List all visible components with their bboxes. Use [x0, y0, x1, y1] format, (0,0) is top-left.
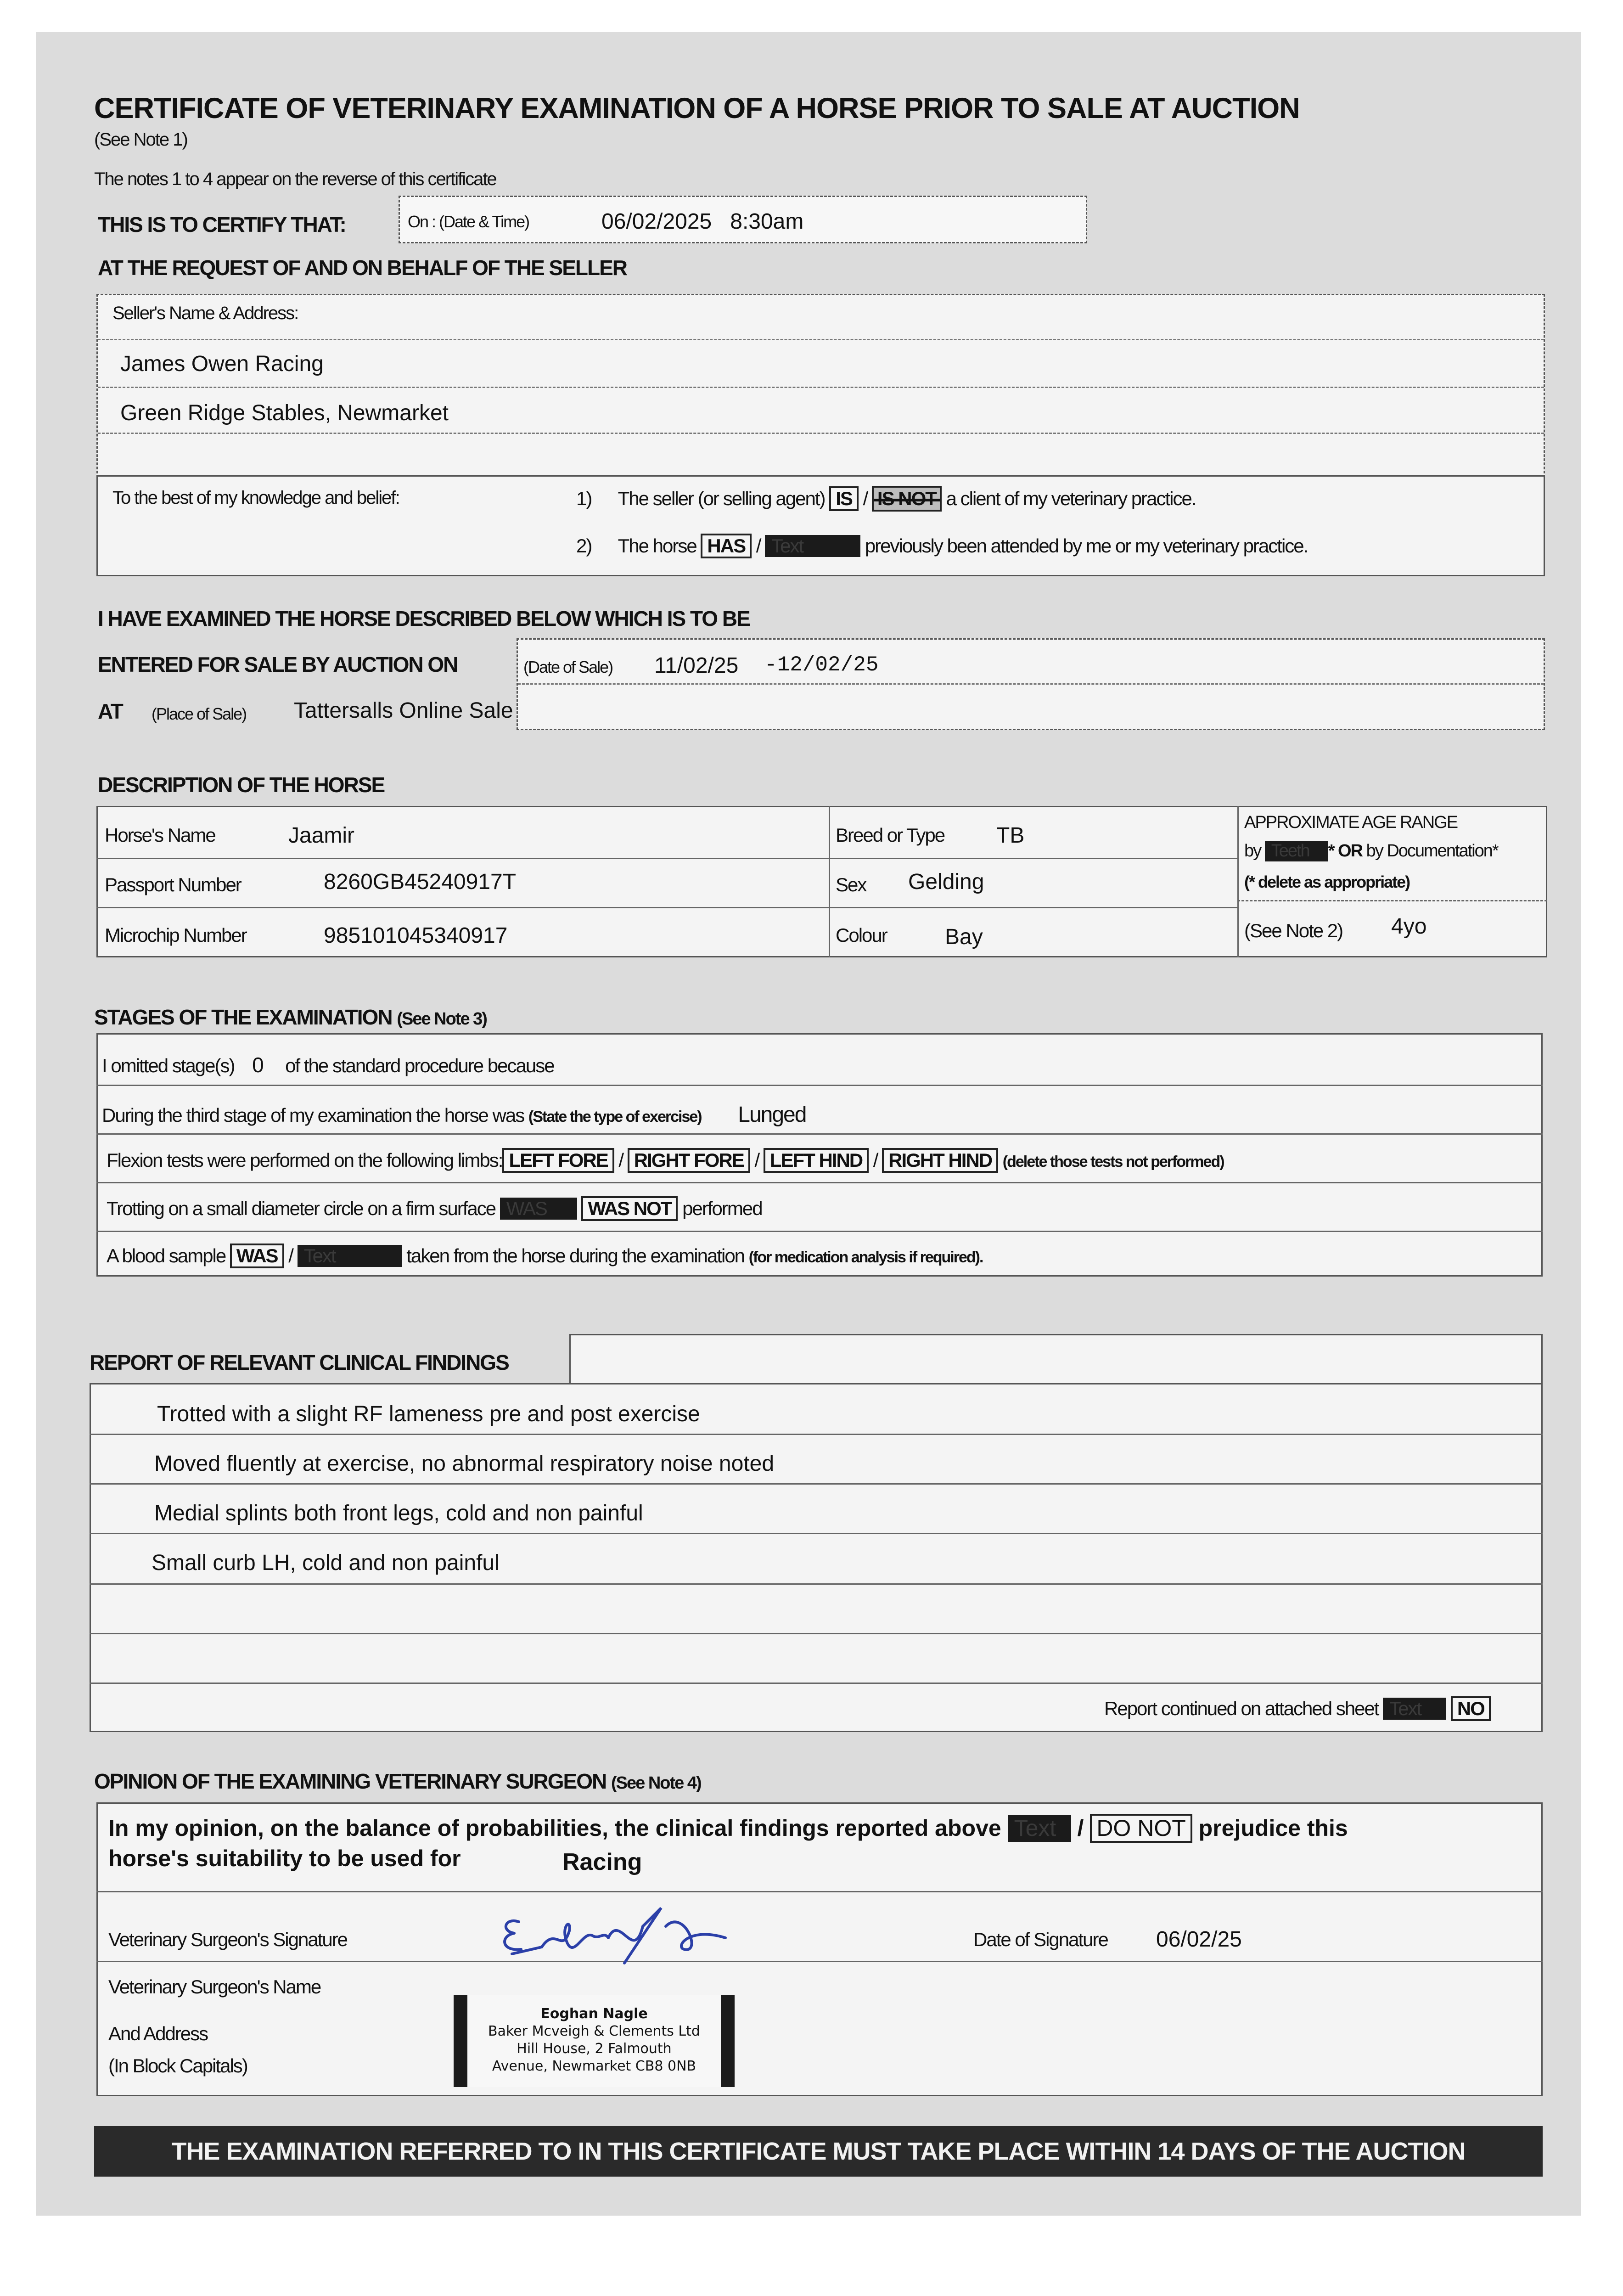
vet-name-label: Veterinary Surgeon's Name: [108, 1976, 321, 1998]
certificate-title: CERTIFICATE OF VETERINARY EXAMINATION OF A HORSE PRIOR TO SALE AT AUCTION: [94, 92, 1300, 124]
blood-was-not-redacted: Text: [298, 1245, 402, 1267]
opinion-heading: OPINION OF THE EXAMINING VETERINARY SURGEON (See Note 4): [94, 1769, 701, 1793]
seller-line-1: James Owen Racing: [120, 352, 324, 376]
sale-date-value: 11/02/25: [654, 653, 739, 678]
stamp-line-2: Hill House, 2 Falmouth: [517, 2041, 672, 2057]
report-header-box: [569, 1334, 1543, 1384]
description-heading: DESCRIPTION OF THE HORSE: [98, 773, 385, 797]
horse-has-option: HAS: [701, 534, 752, 558]
stamp-line-3: Avenue, Newmarket CB8 0NB: [492, 2058, 696, 2074]
opinion-text-line-2: horse's suitability to be used for: [108, 1846, 461, 1871]
request-heading: AT THE REQUEST OF AND ON BEHALF OF THE SELLER: [98, 256, 627, 280]
stages-omit: I omitted stage(s) 0 of the standard procedure because: [102, 1053, 554, 1077]
seller-label: Seller's Name & Address:: [112, 303, 298, 323]
knowledge-item-2: 2) The horse HAS / Text previously been attended by me or my veterinary practice.: [576, 534, 1308, 558]
vet-address-label-1: And Address: [108, 2023, 208, 2044]
opinion-use-value: Racing: [562, 1849, 642, 1875]
opinion-do-redacted: Text: [1008, 1815, 1071, 1842]
horse-name-value: Jaamir: [288, 823, 355, 848]
sex-value: Gelding: [908, 870, 984, 894]
vet-address-label-2: (In Block Capitals): [108, 2055, 247, 2077]
sale-date-value-extra: -12/02/25: [764, 653, 879, 677]
age-heading: APPROXIMATE AGE RANGE: [1244, 813, 1458, 832]
stages-heading: STAGES OF THE EXAMINATION (See Note 3): [94, 1005, 487, 1029]
see-note-1: (See Note 1): [94, 129, 187, 150]
colour-label: Colour: [836, 924, 887, 946]
seller-box: [96, 294, 1545, 478]
age-delete-note: (* delete as appropriate): [1244, 872, 1410, 891]
report-line-1: Trotted with a slight RF lameness pre and post exercise: [157, 1402, 700, 1426]
stages-blood: A blood sample WAS / Text taken from the horse during the examination (for medication analysis if required).: [107, 1244, 983, 1268]
report-line-4: Small curb LH, cold and non painful: [152, 1551, 500, 1575]
stages-flexion: Flexion tests were performed on the following limbs: LEFT FORE / RIGHT FORE / LEFT HIND / RIGHT HIND (delete those tests not performed): [107, 1148, 1224, 1173]
sale-place-label: (Place of Sale): [152, 704, 247, 723]
signature-date-value: 06/02/25: [1156, 1927, 1242, 1952]
passport-value: 8260GB45240917T: [324, 870, 517, 894]
age-value: 4yo: [1391, 914, 1427, 939]
knowledge-label: To the best of my knowledge and belief:: [112, 488, 399, 508]
seller-line-2: Green Ridge Stables, Newmarket: [120, 401, 449, 425]
certify-on-label: On : (Date & Time): [408, 212, 529, 231]
examined-line-2: ENTERED FOR SALE BY AUCTION ON: [98, 653, 458, 676]
microchip-label: Microchip Number: [105, 924, 247, 946]
sale-place-value: Tattersalls Online Sale: [294, 698, 513, 723]
limb-left-fore: LEFT FORE: [502, 1148, 614, 1173]
signature-date-label: Date of Signature: [973, 1929, 1108, 1950]
seller-is-option: IS: [829, 486, 859, 511]
horse-name-label: Horse's Name: [105, 824, 215, 846]
stages-trotting: Trotting on a small diameter circle on a firm surface WAS WAS NOT performed: [107, 1196, 762, 1221]
trotting-was-redacted: WAS: [500, 1198, 577, 1220]
stages-omit-value: 0: [252, 1053, 263, 1077]
breed-value: TB: [996, 823, 1025, 848]
certify-label: THIS IS TO CERTIFY THAT:: [98, 213, 346, 236]
vet-stamp: [454, 1995, 735, 2087]
colour-value: Bay: [945, 925, 983, 949]
age-see-note: (See Note 2): [1244, 920, 1343, 941]
notes-line: The notes 1 to 4 appear on the reverse of this certificate: [94, 169, 496, 189]
report-line-2: Moved fluently at exercise, no abnormal respiratory noise noted: [154, 1452, 775, 1476]
passport-label: Passport Number: [105, 874, 241, 895]
opinion-do-not-option: DO NOT: [1090, 1814, 1192, 1843]
report-heading: REPORT OF RELEVANT CLINICAL FINDINGS: [90, 1351, 509, 1374]
breed-label: Breed or Type: [836, 824, 945, 846]
seller-is-not-option: IS NOT: [872, 486, 942, 512]
limb-right-fore: RIGHT FORE: [628, 1148, 750, 1173]
horse-has-not-redacted: Text: [765, 535, 860, 557]
limb-left-hind: LEFT HIND: [764, 1148, 869, 1173]
age-teeth-redacted: Teeth: [1265, 841, 1328, 861]
report-continued-no: NO: [1451, 1696, 1491, 1721]
age-method: by Teeth * OR by Documentation*: [1244, 841, 1498, 861]
report-line-3: Medial splints both front legs, cold and non painful: [154, 1501, 643, 1525]
stamp-line-1: Baker Mcveigh & Clements Ltd: [488, 2023, 700, 2039]
stages-third-value: Lunged: [738, 1103, 806, 1127]
opinion-text-line-1: In my opinion, on the balance of probabilities, the clinical findings reported above Text / DO NOT prejudice this: [108, 1814, 1348, 1843]
microchip-value: 985101045340917: [324, 923, 508, 948]
report-continued-yes-redacted: Text: [1383, 1698, 1446, 1720]
examined-line-1: I HAVE EXAMINED THE HORSE DESCRIBED BELOW WHICH IS TO BE: [98, 607, 750, 630]
trotting-was-not-option: WAS NOT: [581, 1196, 678, 1221]
signature-label: Veterinary Surgeon's Signature: [108, 1929, 348, 1950]
blood-was-option: WAS: [230, 1244, 284, 1268]
vet-signature-image: [487, 1899, 781, 1968]
sale-date-label: (Date of Sale): [523, 658, 613, 676]
sale-place-at: AT: [98, 699, 123, 723]
knowledge-item-1: 1) The seller (or selling agent) IS / IS NOT a client of my veterinary practice.: [576, 486, 1196, 512]
footer-banner-text: THE EXAMINATION REFERRED TO IN THIS CERTIFICATE MUST TAKE PLACE WITHIN 14 DAYS OF THE AUCTION: [171, 2138, 1466, 2165]
stamp-name: Eoghan Nagle: [540, 2006, 648, 2022]
certify-on-value: 06/02/2025 8:30am: [601, 209, 804, 234]
stages-third: During the third stage of my examination the horse was (State the type of exercise) Lunged: [102, 1103, 806, 1127]
footer-banner: [94, 2126, 1543, 2177]
sex-label: Sex: [836, 874, 866, 895]
limb-right-hind: RIGHT HIND: [882, 1148, 998, 1173]
report-continued: Report continued on attached sheet Text NO: [1104, 1696, 1491, 1721]
